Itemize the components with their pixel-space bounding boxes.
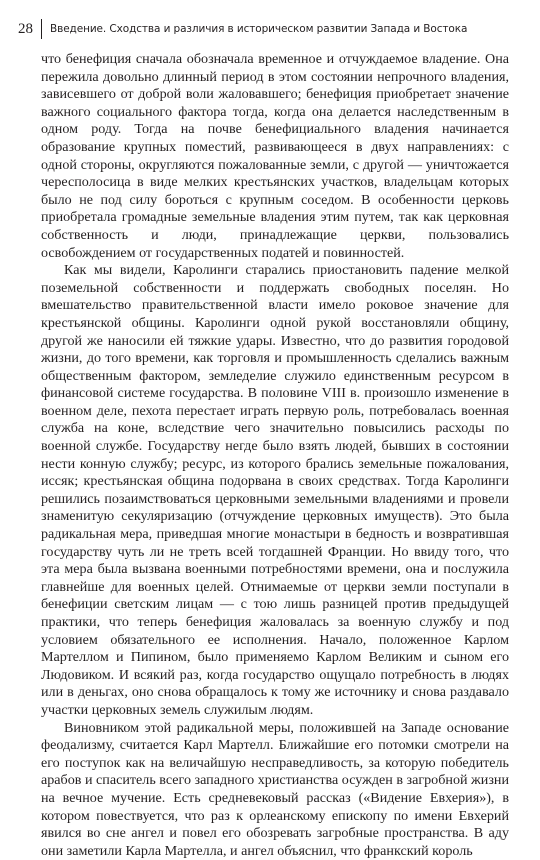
paragraph-3: Виновником этой радикальной меры, положившей на Западе основание феодализму, считается Карл Мартелл. Ближайшие его потомки смотрели на его поступок как на величайшую несправедливость, за которую победитель арабов и спаситель всего западного христианства осужден в загробной жизни на вечное мучение. Есть средневековый рассказ («Видение Евхерия»), в котором повествуется, что раз к орлеанскому епископу по имени Евхерий явился во сне ангел и повел его обозревать загробные пространства. В аду они заметили Карла Мартелла, и ангел объяснил, что франкский король: [41, 719, 509, 859]
body-text: [41, 51, 509, 860]
paragraph-1: что бенефиция сначала обозначала временное и отчуждаемое владение. Она пережила довольно длинный период в этом состоянии непрочного владения, зависевшего от доброй воли жаловавшего; бенефиция приобретает значение важного социального фактора тогда, когда она делается наследственным в одном роду. Тогда на почве бенефициального владения начинается образование крупных поместий, развивающееся в двух направлениях: с одной стороны, округляются пожалованные земли, с другой — уничтожается чересполосица в виде мелких крестьянских участков, владельцам которых было не под силу бороться с крупным соседом. В особенности церковь приобретала громадные земельные владения этим путем, так как церковная собственность и люди, принадлежащие церкви, пользовались освобождением от государственных податей и повинностей.: [41, 51, 509, 261]
page-number: 28: [18, 20, 33, 37]
running-head-title: Введение. Сходства и различия в историческом развитии Запада и Востока: [50, 23, 468, 35]
paragraph-2: Как мы видели, Каролинги старались приостановить падение мелкой поземельной собственности и поддержать свободных поселян. Но вмешательство правительственной власти имело роковое значение для крестьянской общины. Каролинги одной рукой восстановляли общину, другой же наносили ей тяжкие удары. Известно, что до развития городовой жизни, до того времени, как торговля и промышленность сделались важным общественным фактором, земледелие служило единственным ресурсом в финансовой системе государства. В половине VIII в. произошло изменение в военном деле, пехота перестает играть первую роль, потребовалась военная служба на коне, вследствие чего значительно повысились расходы по военной службе. Государству негде было взять людей, бывших в состоянии нести конную службу; ресурс, из которого брались земельные пожалования, иссяк; крестьянская община подорвана в своих средствах. Тогда Каролинги решились позаимствоваться церковными земельными владениями и провели знаменитую секуляризацию (отчуждение церковных имуществ). Это была радикальная мера, приведшая многие монастыри в бедность и возвратившая государству чуть ли не треть всей тогдашней Франции. Но ввиду того, что эта мера была вызвана военными потребностями времени, она и послужила главнейше для военных целей. Отнимаемые от церкви земли поступали в бенефиции светским лицам — с тою лишь разницей против предыдущей практики, что теперь бенефиция жаловалась за военную службу и под условием обязательного ее исполнения. Начало, положенное Карлом Мартеллом и Пипином, было применяемо Карлом Великим и сыном его Людовиком. И всякий раз, когда государство ощущало потребность в людях или в деньгах, оно снова обращалось к тому же источнику и снова раздавало участки церковных земель служилым людям.: [41, 262, 509, 718]
running-header: [18, 18, 518, 40]
header-divider: [41, 19, 42, 39]
